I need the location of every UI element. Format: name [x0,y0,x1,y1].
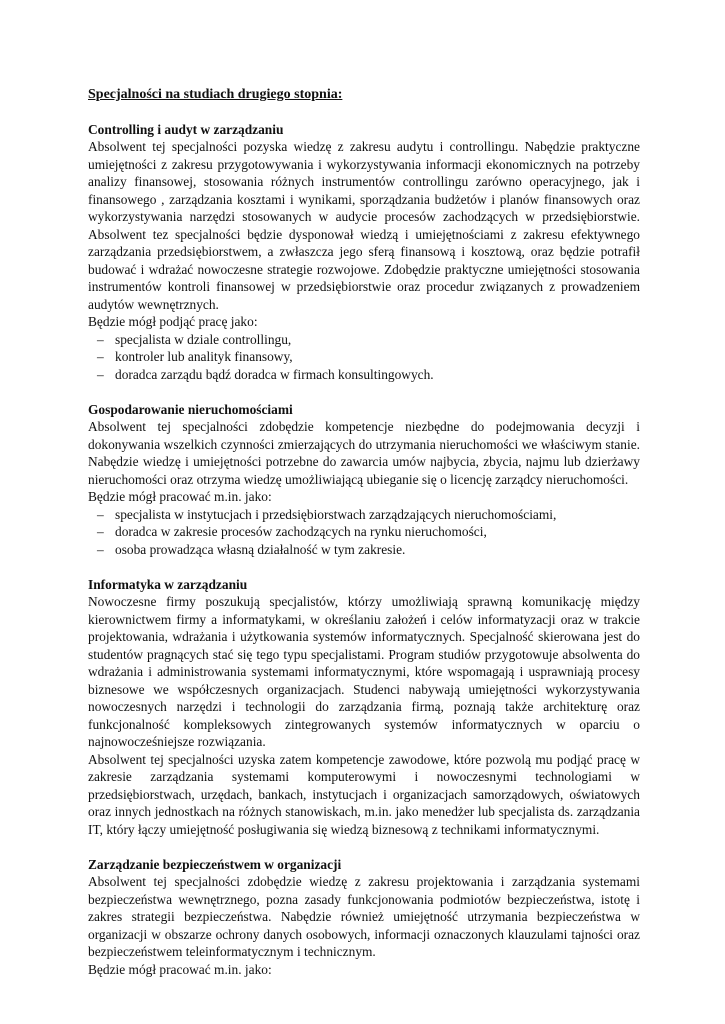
document-page [88,86,640,996]
section-heading: Zarządzanie bezpieczeństwem w organizacji [88,856,342,872]
section-3 [88,576,640,839]
dash-bullet-icon: – [97,331,104,347]
jobs-list [88,506,640,559]
jobs-intro: Będzie mógł pracować m.in. jako: [88,489,272,504]
dash-bullet-icon: – [97,541,104,557]
section-paragraph: Absolwent tej specjalności zdobędzie kompetencje niezbędne do podejmowania decyzji i dokonywania wszelkich czynności zmierzających do utrzymania nieruchomości we właściwym stanie. Nabędzie wiedzę i umiejętności potrzebne do zawarcia umów najbycia, zbycia, najmu lub dzierżawy nieruchomości oraz otrzyma wiedzę umożliwiającą ubieganie się o licencję zarządcy nieruchomości. [88,419,640,487]
dash-bullet-icon: – [97,524,104,539]
jobs-list-item [88,331,640,349]
section-heading: Controlling i audyt w zarządzaniu [88,121,284,137]
sections-container [88,121,640,979]
jobs-list-item [88,348,640,366]
section-4 [88,856,640,979]
jobs-list-item [88,541,640,559]
jobs-list-item-text: doradca w zakresie procesów zachodzących na rynku nieruchomości, [115,524,487,539]
section-paragraph: Absolwent tej specjalności pozyska wiedzę z zakresu audytu i controllingu. Nabędzie praktyczne umiejętności z zakresu przygotowywania i wykorzystywania informacji ekonomicznych na potrzeby analizy finansowej, stosowania różnych instrumentów controllingu zarówno operacyjnego, jak i finansowego , zarządzania kosztami i wynikami, sporządzania budżetów i planów finansowych oraz wykorzystywania narzędzi stosowanych w audycie procesów zachodzących w przedsiębiorstwie. Absolwent tez specjalności będzie dysponował wiedzą i umiejętnościami z zakresu efektywnego zarządzania przedsiębiorstwem, a zwłaszcza jego sferą finansową i kosztową, oraz będzie potrafił budować i wdrażać nowoczesne strategie rozwojowe. Zdobędzie praktyczne umiejętności stosowania instrumentów kontroli finansowej w przedsiębiorstwie oraz procedur związanych z prowadzeniem audytów wewnętrznych. [88,139,640,312]
jobs-list-item-text: specjalista w instytucjach i przedsiębiorstwach zarządzających nieruchomościami, [115,506,557,522]
jobs-list-item-text: specjalista w dziale controllingu, [115,331,292,347]
jobs-list-item [88,366,640,384]
section-paragraph: Absolwent tej specjalności uzyska zatem kompetencje zawodowe, które pozwolą mu podjąć pracę w zakresie zarządzania systemami komputerowymi i nowoczesnymi technologiami w przedsiębiorstwach, urzędach, bankach, instytucjach i organizacjach samorządowych, oświatowych oraz innych jednostkach na różnych stanowiskach, m.in. jako menedżer lub specjalista ds. zarządzania IT, który łączy umiejętność posługiwania się wiedzą biznesową z technikami informatycznymi. [88,751,640,837]
jobs-list-item [88,523,640,541]
jobs-list-item-text: osoba prowadząca własną działalność w tym zakresie. [115,541,406,557]
dash-bullet-icon: – [97,506,104,522]
section-heading: Informatyka w zarządzaniu [88,576,248,592]
jobs-list [88,331,640,384]
jobs-list-item-text: kontroler lub analityk finansowy, [115,349,293,364]
section-heading: Gospodarowanie nieruchomościami [88,401,293,417]
section-paragraph: Nowoczesne firmy poszukują specjalistów, którzy umożliwiają sprawną komunikację między kierownictwem firmy a informatykami, w określaniu założeń i celów informatyzacji oraz w trakcie projektowania, wdrażania i użytkowania systemów informatycznych. Specjalność skierowana jest do studentów pragnących stać się tego typu specjalistami. Program studiów przygotowuje absolwenta do wdrażania i administrowania systemami informatycznymi, które wspomagają i usprawniają procesy biznesowe we współczesnych organizacjach. Studenci nabywają umiejętności wykorzystywania nowoczesnych narzędzi i technologii do zarządzania firmą, poznają także architekturę oraz funkcjonalność kompleksowych zintegrowanych systemów informatycznych w oparciu o najnowocześniejsze rozwiązania. [88,594,640,749]
jobs-intro: Będzie mógł podjąć pracę jako: [88,314,258,329]
section-paragraph: Absolwent tej specjalności zdobędzie wiedzę z zakresu projektowania i zarządzania systemami bezpieczeństwa wewnętrznego, pozna zasady funkcjonowania podmiotów bezpieczeństwa, istotę i zakres strategii bezpieczeństwa. Nabędzie również umiejętność utrzymania bezpieczeństwa w organizacji w obszarze ochrony danych osobowych, informacji oznaczonych klauzulami tajności oraz bezpieczeństwem teleinformatycznym i technicznym. [88,874,640,959]
document-title: Specjalności na studiach drugiego stopnia: [88,87,343,102]
section-2 [88,401,640,559]
section-1 [88,121,640,384]
jobs-list-item [88,506,640,524]
jobs-intro: Będzie mógł pracować m.in. jako: [88,961,272,977]
dash-bullet-icon: – [97,349,104,364]
jobs-list-item-text: doradca zarządu bądź doradca w firmach konsultingowych. [115,366,434,382]
dash-bullet-icon: – [97,366,104,382]
